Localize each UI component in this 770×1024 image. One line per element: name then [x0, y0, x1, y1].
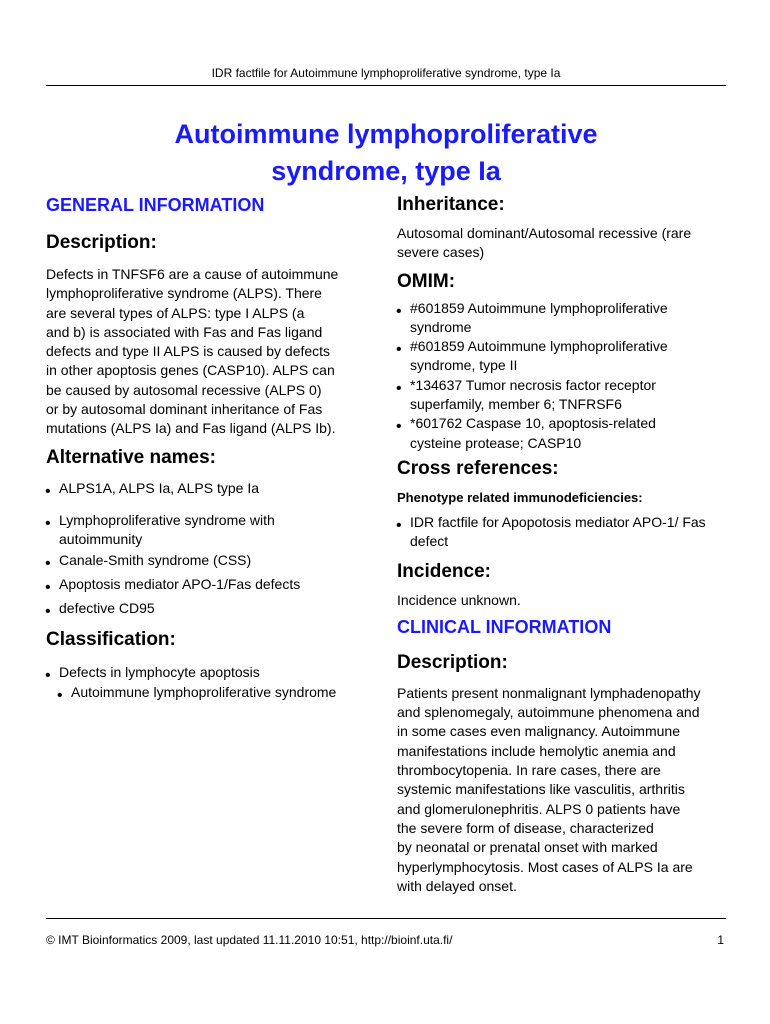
title-line-1: Autoimmune lymphoproliferative [174, 119, 598, 149]
list-item: • Autoimmune lymphoproliferative syndrome [46, 683, 376, 702]
clinical-information-heading: CLINICAL INFORMATION [397, 616, 612, 637]
clinical-line: Patients present nonmalignant lymphadenopathy [397, 684, 701, 701]
page-header: IDR factfile for Autoimmune lymphoproliferative syndrome, type Ia [211, 66, 561, 80]
clinical-description-text [397, 684, 732, 896]
alternative-names-heading: Alternative names: [46, 446, 217, 468]
clinical-line: systemic manifestations like vasculitis, arthritis [397, 781, 685, 798]
description-line: or by autosomal dominant inheritance of Fas [46, 401, 323, 418]
description-line: mutations (ALPS Ia) and Fas ligand (ALPS Ib). [46, 420, 336, 437]
clinical-line: manifestations include hemolytic anemia and [397, 742, 676, 759]
page-number: 1 [717, 933, 724, 947]
clinical-description-heading: Description: [397, 651, 508, 673]
clinical-line: and glomerulonephritis. ALPS 0 patients have [397, 800, 681, 817]
classification-heading: Classification: [46, 629, 176, 651]
list-item: • ALPS1A, ALPS Ia, ALPS type Ia [46, 479, 376, 498]
document-title [46, 116, 726, 190]
list-item: • *601762 Caspase 10, apoptosis-related cysteine protease; CASP10 [397, 414, 697, 453]
description-line: are several types of ALPS: type I ALPS (a [46, 304, 305, 321]
clinical-line: hyperlymphocytosis. Most cases of ALPS Ia are [397, 858, 693, 875]
list-item: • *134637 Tumor necrosis factor receptor superfamily, member 6; TNFRSF6 [397, 376, 697, 415]
clinical-line: in some cases even malignancy. Autoimmune [397, 723, 680, 740]
description-heading: Description: [46, 232, 157, 253]
list-item: • defective CD95 [46, 599, 376, 618]
header-divider [46, 85, 726, 86]
list-item: • Canale-Smith syndrome (CSS) [46, 551, 376, 570]
crossref-link[interactable]: • IDR factfile for Apopotosis mediator APO-1/ Fas defect [397, 513, 707, 552]
description-line: defects and type II ALPS is caused by defects [46, 343, 331, 360]
list-item: • Apoptosis mediator APO-1/Fas defects [46, 575, 376, 594]
list-item: • Defects in lymphocyte apoptosis [46, 663, 376, 682]
list-item: • #601859 Autoimmune lymphoproliferative syndrome, type II [397, 337, 697, 376]
description-line: and b) is associated with Fas and Fas ligand [46, 323, 323, 340]
right-column [397, 192, 732, 896]
omim-heading: OMIM: [397, 270, 456, 292]
clinical-line: the severe form of disease, characterized [397, 819, 654, 836]
general-information-heading: GENERAL INFORMATION [46, 195, 265, 215]
inheritance-heading: Inheritance: [397, 194, 505, 215]
description-line: lymphoproliferative syndrome (ALPS). There [46, 285, 322, 302]
footer-divider [46, 918, 726, 919]
title-line-2: syndrome, type Ia [271, 156, 501, 186]
cross-references-list [397, 513, 707, 552]
cross-references-heading: Cross references: [397, 457, 559, 479]
cross-references-subheading: Phenotype related immunodeficiencies: [397, 489, 643, 505]
alternative-names-list [46, 479, 376, 619]
left-column [46, 192, 376, 702]
incidence-heading: Incidence: [397, 560, 491, 582]
classification-list [46, 663, 376, 702]
description-line: Defects in TNFSF6 are a cause of autoimmune [46, 266, 339, 282]
description-line: in other apoptosis genes (CASP10). ALPS can [46, 362, 335, 379]
incidence-text: Incidence unknown. [397, 591, 521, 608]
clinical-line: and splenomegaly, autoimmune phenomena and [397, 704, 700, 721]
footer-text: © IMT Bioinformatics 2009, last updated 11.11.2010 10:51, http://bioinf.uta.fi/ [46, 933, 453, 947]
omim-list [397, 299, 697, 453]
clinical-line: by neonatal or prenatal onset with marked [397, 839, 658, 856]
description-line: be caused by autosomal recessive (ALPS 0) [46, 381, 322, 398]
list-item: • #601859 Autoimmune lymphoproliferative syndrome [397, 299, 697, 338]
inheritance-text: Autosomal dominant/Autosomal recessive (rare severe cases) [397, 225, 692, 261]
clinical-line: with delayed onset. [397, 877, 517, 894]
list-item: • Lymphoproliferative syndrome with autoimmunity [46, 511, 309, 550]
clinical-line: thrombocytopenia. In rare cases, there are [397, 762, 661, 779]
description-text [46, 265, 376, 439]
